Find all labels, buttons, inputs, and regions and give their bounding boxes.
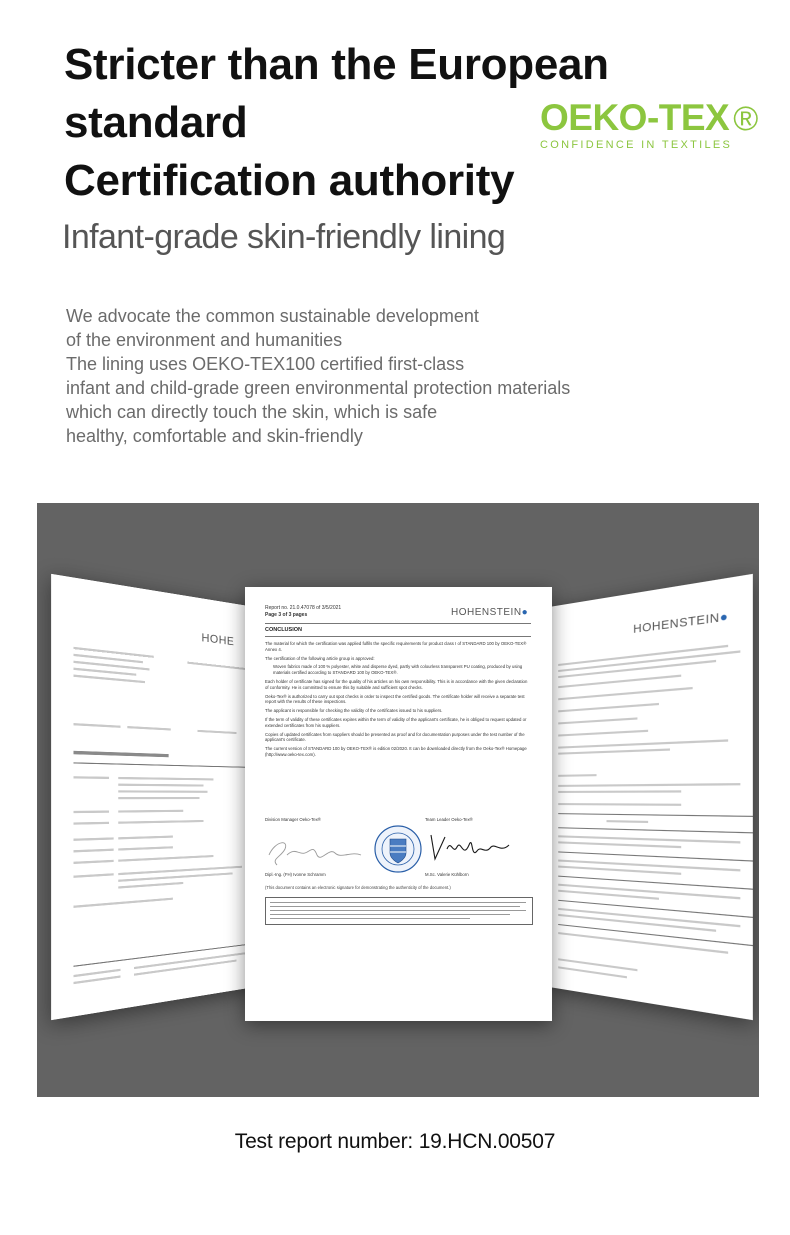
description-line: of the environment and humanities	[66, 330, 343, 350]
conclusion-paragraph: Oeko-Tex® is authorized to carry out spot checks in order to inspect the certified goods. The certificate holder will receive a separate test report with the results of these inspections.	[265, 693, 525, 705]
signature-left	[269, 843, 361, 865]
description-line: infant and child-grade green environmental protection materials	[66, 378, 571, 398]
left-page-logo: HOHE	[201, 631, 235, 649]
conclusion-paragraph: Copies of updated certificates from suppliers should be presented as proof and for documentation purposes under the test number of the applicant's certificate.	[265, 731, 525, 743]
headline	[64, 36, 609, 210]
conclusion-paragraph: The certification of the following article group is approved:	[265, 655, 375, 661]
oeko-tex-logo	[540, 98, 760, 151]
certificate-panel	[37, 503, 759, 1097]
headline-line-2: standard	[64, 98, 248, 147]
conclusion-paragraph: The current version of STANDARD 100 by OEKO-TEX® is edition 02/2020. It can be downloaded directly from the Oeko-Tex® Homepage (http://www.oeko-tex.com).	[265, 746, 527, 757]
certificate-page-center	[245, 587, 552, 1021]
hohenstein-logo: HOHENSTEIN●	[451, 607, 529, 618]
conclusion-paragraph: The applicant is responsible for checking the validity of the certificates issued to his suppliers.	[265, 708, 443, 714]
signer-names	[265, 872, 531, 877]
description-line: We advocate the common sustainable development	[66, 306, 479, 326]
description	[66, 304, 570, 448]
conclusion-paragraph: Woven fabrics made of 100 % polyester, white and disperse dyed, partly with colourless transparent PU coating, produced by using materials certified according to STANDARD 100 by OEKO-TEX®.	[273, 664, 523, 676]
certificate-page-left	[51, 574, 255, 1020]
brand-name: OEKO-TEX	[540, 97, 730, 138]
signer-left-title: Division Manager Oeko-Tex®	[265, 817, 321, 822]
conclusion-body	[265, 641, 531, 761]
legal-footer-box	[265, 897, 533, 925]
signatures-and-seal	[265, 825, 535, 875]
signer-left-name: Dipl.-Ing. (FH) Ivonne Schramm	[265, 872, 326, 877]
description-line: The lining uses OEKO-TEX100 certified first-class	[66, 354, 465, 374]
conclusion-paragraph: The material for which the certification was applied fulfils the specific requirements for product class I of STANDARD 100 by OEKO-TEX® Annex 4.	[265, 641, 527, 652]
electronic-signature-note: (This document contains an electronic signature for demonstrating the authenticity of the document.)	[265, 885, 451, 890]
report-meta-line: Report no. 21.0.47078 of 3/5/2021	[265, 605, 342, 611]
conclusion-heading: CONCLUSION	[265, 627, 302, 633]
certificate-page-right	[549, 574, 753, 1020]
signature-right	[431, 835, 509, 859]
conclusion-paragraph: If the term of validity of these certificates expires within the term of validity of the applicant's certificate, he is obliged to request updated or extended certificates from his suppliers.	[265, 716, 527, 728]
headline-line-1: Stricter than the European	[64, 40, 609, 89]
signer-right-name: M.Sc. Valerie Kühlborn	[425, 872, 469, 877]
signer-titles	[265, 817, 531, 822]
hohenstein-logo-text: HOHENSTEIN	[451, 607, 522, 618]
conclusion-paragraph: Each holder of certificate has signed for the quality of his articles on his own responsibility. This is in accordance with the given declaration of conformity. He is committed to ensure this by suitable and sufficient spot checks.	[265, 678, 528, 690]
right-page-logo-text: HOHENSTEIN	[633, 611, 720, 637]
description-line: healthy, comfortable and skin-friendly	[66, 426, 363, 446]
report-meta-line: Page 3 of 3 pages	[265, 612, 308, 618]
description-line: which can directly touch the skin, which is safe	[66, 402, 438, 422]
registered-mark: ®	[733, 100, 758, 138]
report-meta	[265, 605, 341, 619]
signer-right-title: Team Leader Oeko-Tex®	[425, 817, 473, 822]
right-page-logo: HOHENSTEIN●	[633, 610, 729, 637]
headline-line-3: Certification authority	[64, 156, 515, 205]
test-report-number: Test report number: 19.HCN.00507	[234, 1130, 556, 1153]
subtitle: Infant-grade skin-friendly lining	[62, 218, 506, 256]
oeko-tex-wordmark	[540, 98, 760, 139]
brand-tagline: CONFIDENCE IN TEXTILES	[540, 139, 733, 151]
